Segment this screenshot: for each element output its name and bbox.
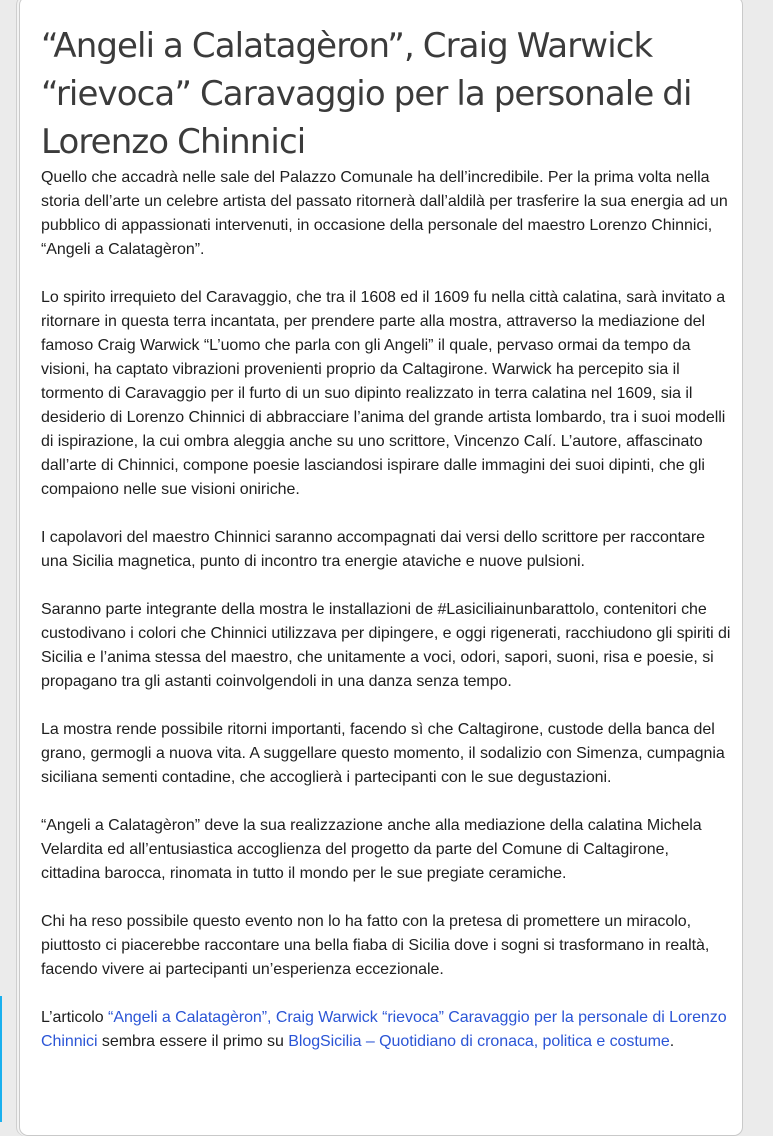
article-paragraph-2: Lo spirito irrequieto del Caravaggio, che tra il 1608 ed il 1609 fu nella città calatina, sarà invitato a ritornare in questa terra incantata, per prendere parte alla mostra, attraverso la mediazione del famoso Craig Warwick “L’uomo che parla con gli Angeli” il quale, pervaso ormai da tempo da visioni, ha captato vibrazioni provenienti proprio da Caltagirone. Warwick ha percepito sia il tormento di Caravaggio per il furto di un suo dipinto realizzato in terra calatina nel 1609, sia il desiderio di Lorenzo Chinnici di abbracciare l’anima del grande artista lombardo, tra i suoi modelli di ispirazione, la cui ombra aleggia anche su uno scrittore, Vincenzo Calí. L’autore, affascinato dall’arte di Chinnici, compone poesie lasciandosi ispirare dalle immagini dei suoi dipinti, che gli compaiono nelle sue visioni oniriche.: [41, 289, 726, 498]
article-paragraph-5: La mostra rende possibile ritorni importanti, facendo sì che Caltagirone, custode della banca del grano, germogli a nuova vita. A suggellare questo momento, il sodalizio con Simenza, cumpagnia siciliana sementi contadine, che accoglierà i partecipanti con le sue degustazioni.: [41, 721, 725, 786]
footer-suffix: .: [669, 1033, 675, 1050]
article-paragraph-3: I capolavori del maestro Chinnici saranno accompagnati dai versi dello scrittore per raccontare una Sicilia magnetica, punto di incontro tra energie ataviche e nuove pulsioni.: [41, 529, 706, 570]
article-title: “Angeli a Calatagèron”, Craig Warwick “rievoca” Caravaggio per la personale di Lorenzo Chinnici: [41, 26, 692, 162]
footer-prefix: L’articolo: [41, 1009, 109, 1026]
footer-middle: sembra essere il primo su: [97, 1033, 289, 1050]
article-paragraph-1: Quello che accadrà nelle sale del Palazzo Comunale ha dell’incredibile. Per la prima volta nella storia dell’arte un celebre artista del passato ritornerà dall’aldilà per trasferire la sua energia ad un pubblico di appassionati intervenuti, in occasione della personale del maestro Lorenzo Chinnici, “Angeli a Calatagèron”.: [41, 169, 728, 258]
article-content: [41, 22, 731, 1054]
article-source-footer: [41, 1006, 731, 1054]
article-paragraph-6: “Angeli a Calatagèron” deve la sua realizzazione anche alla mediazione della calatina Michela Velardita ed all’entusiastica accoglienza del progetto da parte del Comune di Caltagirone, cittadina barocca, rinomata in tutto il mondo per le sue pregiate ceramiche.: [41, 817, 702, 882]
article-paragraph-7: Chi ha reso possibile questo evento non lo ha fatto con la pretesa di promettere un miracolo, piuttosto ci piacerebbe raccontare una bella fiaba di Sicilia dove i sogni si trasformano in realtà, facendo vivere ai partecipanti un’esperienza eccezionale.: [41, 913, 710, 978]
article-paragraph-4: Saranno parte integrante della mostra le installazioni de #Lasiciliainunbarattolo, contenitori che custodivano i colori che Chinnici utilizzava per dipingere, e oggi rigenerati, racchiudono gli spiriti di Sicilia e l’anima stessa del maestro, che unitamente a voci, odori, sapori, suoni, risa e poesie, si propagano tra gli astanti coinvolgendoli in una danza senza tempo.: [41, 601, 731, 690]
article-link[interactable]: “Angeli a Calatagèron”, Craig Warwick “rievoca” Caravaggio per la personale di Lorenzo Chinnici: [41, 1009, 727, 1050]
left-accent-bar: [0, 996, 2, 1122]
site-link[interactable]: BlogSicilia – Quotidiano di cronaca, politica e costume: [288, 1033, 670, 1050]
